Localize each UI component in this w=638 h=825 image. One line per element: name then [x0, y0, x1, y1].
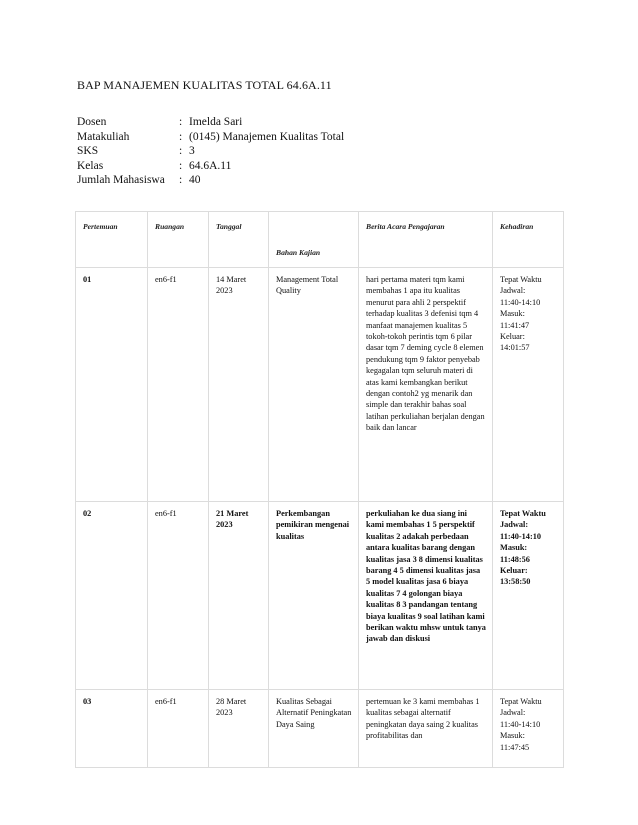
cell-kehadiran — [493, 268, 564, 502]
table-row — [76, 268, 564, 502]
cell-tanggal: 14 Maret 2023 — [209, 268, 269, 502]
course-info — [77, 115, 344, 188]
cell-kehadiran — [493, 502, 564, 690]
kehadiran-status: Tepat Waktu — [500, 509, 546, 518]
info-colon: : — [179, 174, 183, 186]
table-row — [76, 502, 564, 690]
cell-ruangan: en6-f1 — [148, 690, 209, 768]
info-value: 40 — [189, 174, 201, 186]
kehadiran-status: Tepat Waktu — [500, 697, 542, 706]
info-row-sks — [77, 144, 344, 159]
cell-berita-acara: pertemuan ke 3 kami membahas 1 kualitas sebagai alternatif peningkatan daya saing 2 kualitas profitabilitas dan — [359, 690, 493, 768]
cell-berita-acara: hari pertama materi tqm kami membahas 1 apa itu kualitas menurut para ahli 2 perspektif terhadap kualitas 3 defenisi tqm 4 manfaat manajemen kualitas 5 tokoh-tokoh perintis tqm 6 pilar dasar tqm 7 deming cycle 8 elemen pendukung tqm 9 faktor penyebab kegagalan tqm seluruh materi di atas kami kembangkan berikut dengan contoh2 yg menarik dan simple dan terakhir bahas soal latihan perkuliahan berjalan dengan baik dan lancar — [359, 268, 493, 502]
info-row-matakuliah — [77, 130, 344, 145]
table-header-row — [76, 212, 564, 268]
info-colon: : — [179, 159, 183, 172]
kehadiran-jadwal-label: Jadwal: — [500, 286, 526, 296]
cell-tanggal: 28 Maret 2023 — [209, 690, 269, 768]
cell-bahan-kajian: Kualitas Sebagai Alternatif Peningkatan Daya Saing — [269, 690, 359, 768]
info-value: 64.6A.11 — [189, 159, 232, 172]
cell-pertemuan: 02 — [76, 502, 148, 690]
info-label: SKS — [77, 145, 99, 157]
header-pertemuan: Pertemuan — [76, 212, 148, 268]
kehadiran-keluar: 13:58:50 — [500, 577, 531, 587]
cell-bahan-kajian: Management Total Quality — [269, 268, 359, 502]
info-colon: : — [179, 145, 183, 157]
info-label: Kelas — [77, 159, 104, 172]
info-label: Jumlah Mahasiswa — [77, 174, 165, 186]
table-row — [76, 690, 564, 768]
info-value: 3 — [189, 145, 195, 157]
document-title: BAP MANAJEMEN KUALITAS TOTAL 64.6A.11 — [77, 78, 332, 92]
header-berita-acara: Berita Acara Pengajaran — [359, 212, 493, 268]
cell-ruangan: en6-f1 — [148, 502, 209, 690]
info-colon: : — [179, 130, 183, 143]
kehadiran-masuk-label: Masuk: — [500, 309, 525, 319]
kehadiran-keluar-label: Keluar: — [500, 566, 528, 576]
header-tanggal: Tanggal — [209, 212, 269, 268]
header-kehadiran: Kehadiran — [493, 212, 564, 268]
cell-bahan-kajian: Perkembangan pemikiran mengenai kualitas — [269, 502, 359, 690]
info-colon: : — [179, 116, 183, 128]
info-row-jumlah — [77, 173, 344, 188]
header-ruangan: Ruangan — [148, 212, 209, 268]
kehadiran-masuk: 11:48:56 — [500, 554, 530, 564]
info-row-kelas — [77, 159, 344, 174]
info-value: Imelda Sari — [189, 116, 243, 128]
kehadiran-status: Tepat Waktu — [500, 275, 542, 284]
cell-pertemuan: 01 — [76, 268, 148, 502]
cell-ruangan: en6-f1 — [148, 268, 209, 502]
attendance-table-wrapper — [75, 211, 563, 768]
header-bahan-kajian: Bahan Kajian — [269, 212, 359, 268]
kehadiran-keluar-label: Keluar: — [500, 332, 525, 342]
info-label: Dosen — [77, 116, 107, 128]
kehadiran-jadwal-label: Jadwal: — [500, 708, 526, 718]
cell-kehadiran — [493, 690, 564, 768]
cell-pertemuan: 03 — [76, 690, 148, 768]
kehadiran-masuk: 11:41:47 — [500, 320, 530, 330]
kehadiran-masuk-label: Masuk: — [500, 731, 525, 741]
cell-tanggal: 21 Maret 2023 — [209, 502, 269, 690]
kehadiran-jadwal: 11:40-14:10 — [500, 719, 541, 729]
kehadiran-jadwal: 11:40-14:10 — [500, 297, 541, 307]
cell-berita-acara: perkuliahan ke dua siang ini kami membahas 1 5 perspektif kualitas 2 adakah perbedaan antara kualitas barang dengan kualitas jasa 3 8 dimensi kualitas barang 4 5 dimensi kualitas jasa 5 model kualitas jasa 6 biaya kualitas 7 4 golongan biaya kualitas 8 3 pandangan tentang biaya kualitas 9 soal latihan kami berikan waktu mhsw untuk tanya jawab dan diskusi — [359, 502, 493, 690]
info-label: Matakuliah — [77, 130, 130, 143]
kehadiran-keluar: 14:01:57 — [500, 343, 530, 353]
kehadiran-masuk: 11:47:45 — [500, 742, 530, 752]
info-value: (0145) Manajemen Kualitas Total — [189, 130, 345, 143]
kehadiran-masuk-label: Masuk: — [500, 543, 528, 553]
info-row-dosen — [77, 115, 344, 130]
kehadiran-jadwal: 11:40-14:10 — [500, 531, 542, 541]
attendance-table — [75, 211, 564, 768]
kehadiran-jadwal-label: Jadwal: — [500, 520, 529, 530]
